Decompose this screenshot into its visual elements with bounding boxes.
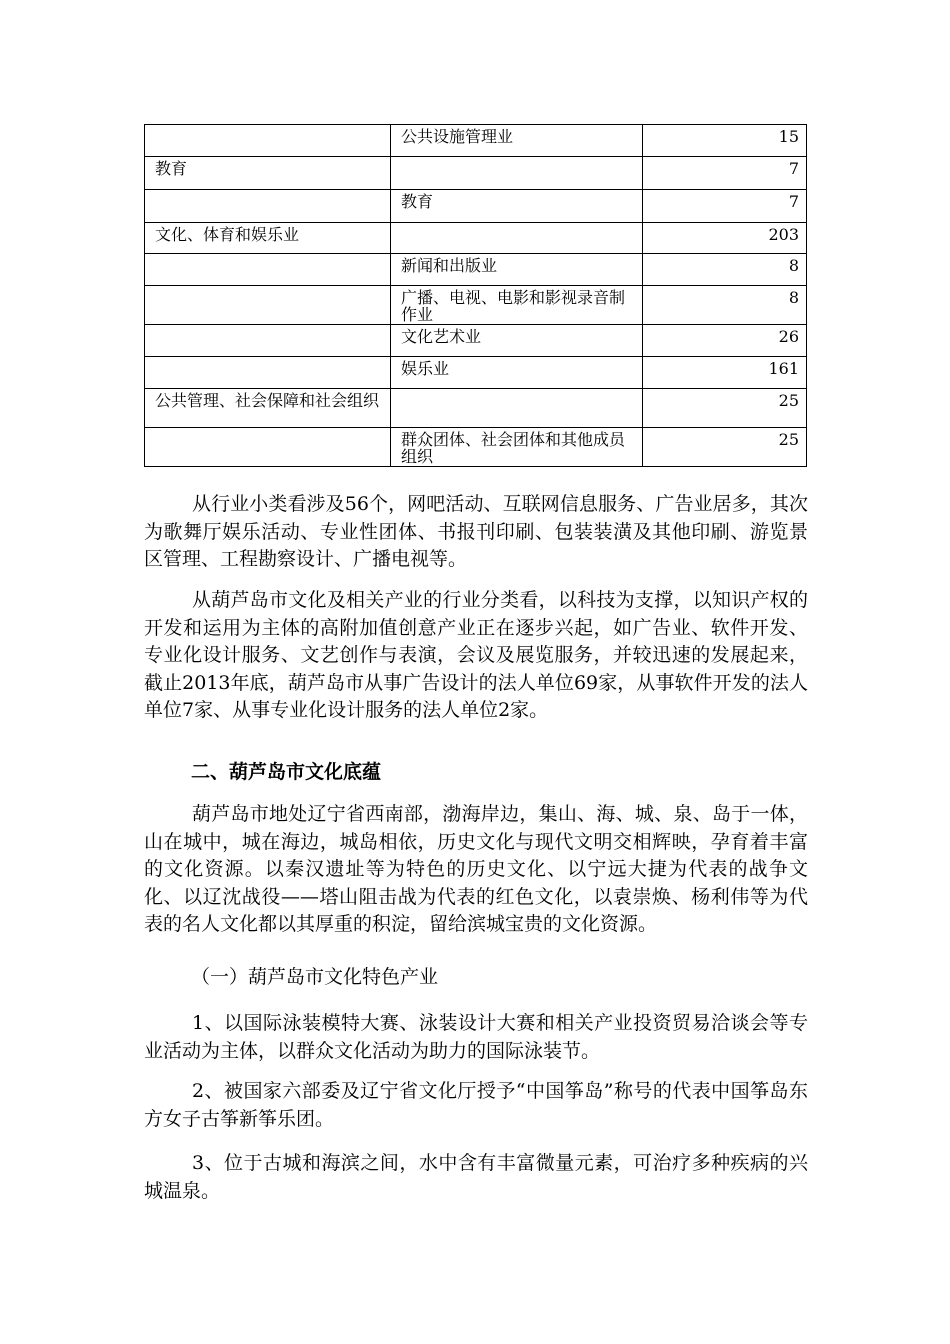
industry-subcategory-cell: 教育	[391, 190, 643, 223]
industry-category-cell	[145, 125, 391, 157]
count-cell: 203	[643, 223, 807, 254]
industry-subcategory-cell: 广播、电视、电影和影视录音制作业	[391, 286, 643, 325]
industry-table	[144, 124, 807, 467]
industry-category-cell	[145, 286, 391, 325]
count-cell: 7	[643, 190, 807, 223]
paragraph-zheng-island: 2、被国家六部委及辽宁省文化厅授予“中国筝岛”称号的代表中国筝岛东方女子古筝新筝乐团。	[144, 1080, 808, 1130]
paragraph-creative-industry: 从葫芦岛市文化及相关产业的行业分类看，以科技为支撑，以知识产权的开发和运用为主体的高附加值创意产业正在逐步兴起，如广告业、软件开发、专业化设计服务、文艺创作与表演，会议及展览服务，并较迅速的发展起来，截止2013年底，葫芦岛市从事广告设计的法人单位69家，从事软件开发的法人单位7家、从事专业化设计服务的法人单位2家。	[144, 589, 808, 721]
industry-category-cell: 教育	[145, 157, 391, 190]
industry-subcategory-cell	[391, 157, 643, 190]
count-cell: 8	[643, 286, 807, 325]
industry-category-cell	[145, 254, 391, 286]
industry-category-cell	[145, 325, 391, 357]
section-heading: 二、葫芦岛市文化底蕴	[191, 761, 382, 783]
count-cell: 26	[643, 325, 807, 357]
table-row	[145, 286, 807, 325]
count-cell: 25	[643, 389, 807, 428]
industry-category-cell	[145, 357, 391, 389]
industry-subcategory-cell: 文化艺术业	[391, 325, 643, 357]
table-row	[145, 157, 807, 190]
paragraph-industry-subclass: 从行业小类看涉及56个，网吧活动、互联网信息服务、广告业居多，其次为歌舞厅娱乐活动、专业性团体、书报刊印刷、包装装潢及其他印刷、游览景区管理、工程勘察设计、广播电视等。	[144, 493, 808, 570]
industry-category-cell	[145, 428, 391, 467]
industry-subcategory-cell: 公共设施管理业	[391, 125, 643, 157]
table-row	[145, 190, 807, 223]
table-row	[145, 325, 807, 357]
industry-category-cell: 文化、体育和娱乐业	[145, 223, 391, 254]
table-row	[145, 254, 807, 286]
paragraph-hot-spring: 3、位于古城和海滨之间，水中含有丰富微量元素，可治疗多种疾病的兴城温泉。	[144, 1152, 808, 1202]
table-row	[145, 357, 807, 389]
table-row	[145, 125, 807, 157]
paragraph-swimwear-festival: 1、以国际泳装模特大赛、泳装设计大赛和相关产业投资贸易洽谈会等专业活动为主体，以群众文化活动为助力的国际泳装节。	[144, 1012, 808, 1062]
industry-subcategory-cell: 娱乐业	[391, 357, 643, 389]
industry-subcategory-cell	[391, 223, 643, 254]
count-cell: 7	[643, 157, 807, 190]
count-cell: 15	[643, 125, 807, 157]
industry-category-cell	[145, 190, 391, 223]
industry-subcategory-cell: 群众团体、社会团体和其他成员组织	[391, 428, 643, 467]
count-cell: 8	[643, 254, 807, 286]
table-row	[145, 223, 807, 254]
paragraph-cultural-heritage: 葫芦岛市地处辽宁省西南部，渤海岸边，集山、海、城、泉、岛于一体，山在城中，城在海边，城岛相依，历史文化与现代文明交相辉映，孕育着丰富的文化资源。以秦汉遗址等为特色的历史文化、以宁远大捷为代表的战争文化、以辽沈战役——塔山阻击战为代表的红色文化，以袁崇焕、杨利伟等为代表的名人文化都以其厚重的积淀，留给滨城宝贵的文化资源。	[144, 803, 808, 935]
industry-subcategory-cell: 新闻和出版业	[391, 254, 643, 286]
subsection-heading: （一）葫芦岛市文化特色产业	[191, 966, 439, 988]
industry-category-cell: 公共管理、社会保障和社会组织	[145, 389, 391, 428]
count-cell: 25	[643, 428, 807, 467]
count-cell: 161	[643, 357, 807, 389]
table-row	[145, 389, 807, 428]
table-row	[145, 428, 807, 467]
industry-subcategory-cell	[391, 389, 643, 428]
